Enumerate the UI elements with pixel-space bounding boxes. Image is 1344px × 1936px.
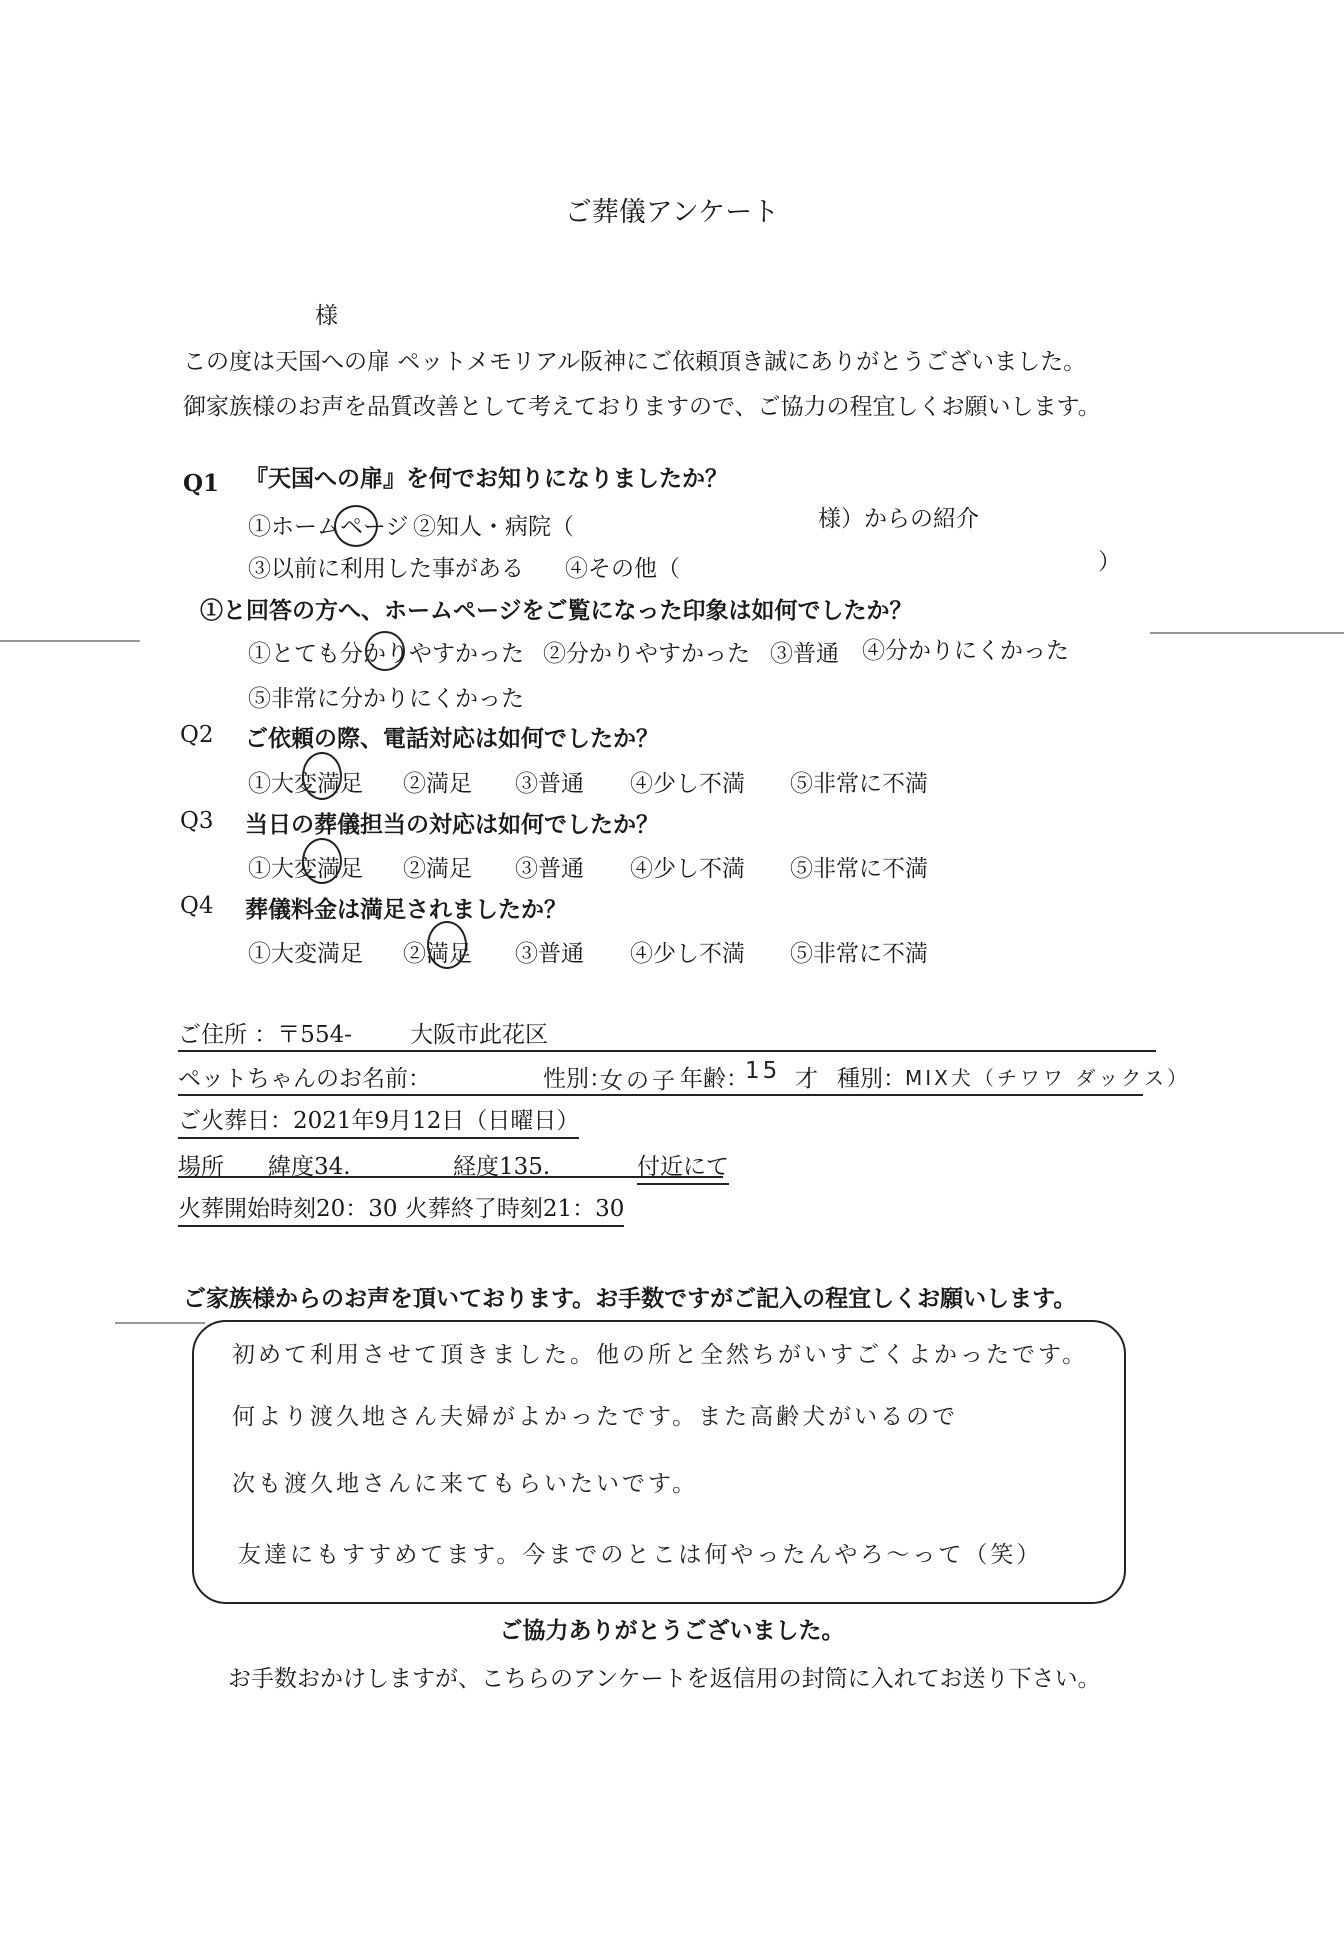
age-value[interactable]: 15 <box>745 1058 781 1084</box>
salutation: 様 <box>315 303 338 329</box>
thanks-message: ご協力ありがとうございました。 <box>499 1617 845 1644</box>
comment-line-1: 初めて利用させて頂きました。他の所と全然ちがいすごくよかったです。 <box>232 1342 1089 1368</box>
q1-option-4[interactable]: ④その他（ <box>565 556 680 582</box>
intro-line-1: この度は天国への扉 ペットメモリアル阪神にご依頼頂き誠にありがとうございました。 <box>183 349 1087 375</box>
answer-circle <box>302 752 342 800</box>
sex-label: 性別： <box>543 1066 612 1092</box>
cremation-times: 火葬開始時刻20：30 火葬終了時刻21：30 <box>178 1190 624 1227</box>
q1-number: Q1 <box>183 470 220 497</box>
q2-question: ご依頼の際、電話対応は如何でしたか？ <box>245 725 659 752</box>
scan-artifact <box>0 640 140 642</box>
comment-line-3: 次も渡久地さんに来てもらいたいです。 <box>232 1471 699 1497</box>
q4-option-3[interactable]: ③普通 <box>515 941 584 967</box>
footer-note: お手数おかけしますが、こちらのアンケートを返信用の封筒に入れてお送り下さい。 <box>228 1666 1101 1692</box>
intro-line-2: 御家族様のお声を品質改善として考えておりますので、ご協力の程宜しくお願いします。 <box>183 394 1101 420</box>
sex-value[interactable]: 女の子 <box>600 1068 678 1094</box>
q2-option-2[interactable]: ②満足 <box>403 771 472 797</box>
scan-artifact <box>115 1322 205 1324</box>
answer-circle <box>365 631 405 671</box>
address-value[interactable]: 大阪市此花区 <box>410 1022 548 1048</box>
q4-number: Q4 <box>180 893 214 919</box>
q3-question: 当日の葬儀担当の対応は如何でしたか？ <box>245 811 659 838</box>
q4-option-4[interactable]: ④少し不満 <box>630 941 745 967</box>
cremation-date: ご火葬日：2021年9月12日（日曜日） <box>178 1102 579 1139</box>
type-label: 種別： <box>837 1066 906 1092</box>
comment-line-2: 何より渡久地さん夫婦がよかったです。また高齢犬がいるので <box>232 1404 959 1430</box>
q1-sub-option-1[interactable]: ①とても分かりやすかった <box>248 641 524 667</box>
type-value[interactable]: MIX犬（チワワ ダックス） <box>905 1066 1191 1090</box>
q2-number: Q2 <box>180 722 214 748</box>
place-label: 場所 <box>178 1154 224 1180</box>
pet-name-label: ペットちゃんのお名前： <box>178 1066 431 1092</box>
q4-question: 葬儀料金は満足されましたか？ <box>245 896 567 923</box>
q1-option-3[interactable]: ③以前に利用した事がある <box>248 556 524 582</box>
answer-circle <box>427 921 467 969</box>
q1-sub-option-4[interactable]: ④分かりにくかった <box>862 638 1069 664</box>
q2-option-1[interactable]: ①大変満足 <box>248 771 363 797</box>
q1-sub-option-2[interactable]: ②分かりやすかった <box>543 641 750 667</box>
q1-sub-option-3[interactable]: ③普通 <box>770 641 839 667</box>
q4-option-5[interactable]: ⑤非常に不満 <box>790 941 928 967</box>
q1-option-2[interactable]: ②知人・病院（ <box>413 514 574 540</box>
comment-line-4: 友達にもすすめてます。今までのとこは何やったんやろ～って（笑） <box>238 1542 1043 1568</box>
q3-option-1[interactable]: ①大変満足 <box>248 856 363 882</box>
q1-option-1[interactable]: ①ホームページ <box>248 514 409 540</box>
q3-option-5[interactable]: ⑤非常に不満 <box>790 856 928 882</box>
page-title: ご葬儀アンケート <box>564 197 780 228</box>
q2-option-4[interactable]: ④少し不満 <box>630 771 745 797</box>
q4-option-1[interactable]: ①大変満足 <box>248 941 363 967</box>
age-label: 年齢： <box>680 1066 749 1092</box>
q3-option-4[interactable]: ④少し不満 <box>630 856 745 882</box>
longitude: 経度135. <box>453 1154 551 1180</box>
answer-circle <box>302 838 342 884</box>
scan-artifact <box>1150 632 1344 634</box>
comments-prompt: ご家族様からのお声を頂いております。お手数ですがご記入の程宜しくお願いします。 <box>183 1285 1077 1312</box>
q2-option-3[interactable]: ③普通 <box>515 771 584 797</box>
q3-option-3[interactable]: ③普通 <box>515 856 584 882</box>
q1-sub-option-5[interactable]: ⑤非常に分かりにくかった <box>248 686 524 712</box>
q1-sub-question: ①と回答の方へ、ホームページをご覧になった印象は如何でしたか？ <box>200 597 913 624</box>
q1-question: 『天国への扉』を何でお知りになりましたか？ <box>245 465 728 492</box>
q3-number: Q3 <box>180 808 214 834</box>
latitude: 緯度34. <box>268 1154 351 1180</box>
q4-option-2[interactable]: ②満足 <box>403 941 472 967</box>
q2-option-5[interactable]: ⑤非常に不満 <box>790 771 928 797</box>
q1-option-2-tail: 様）からの紹介 <box>818 506 979 532</box>
answer-circle <box>334 505 378 547</box>
age-unit: 才 <box>795 1066 818 1092</box>
place-near: 付近にて <box>637 1148 729 1185</box>
address-label: ご住所 ：〒554- <box>178 1022 352 1048</box>
q1-option-4-tail: ） <box>1098 549 1121 575</box>
q3-option-2[interactable]: ②満足 <box>403 856 472 882</box>
